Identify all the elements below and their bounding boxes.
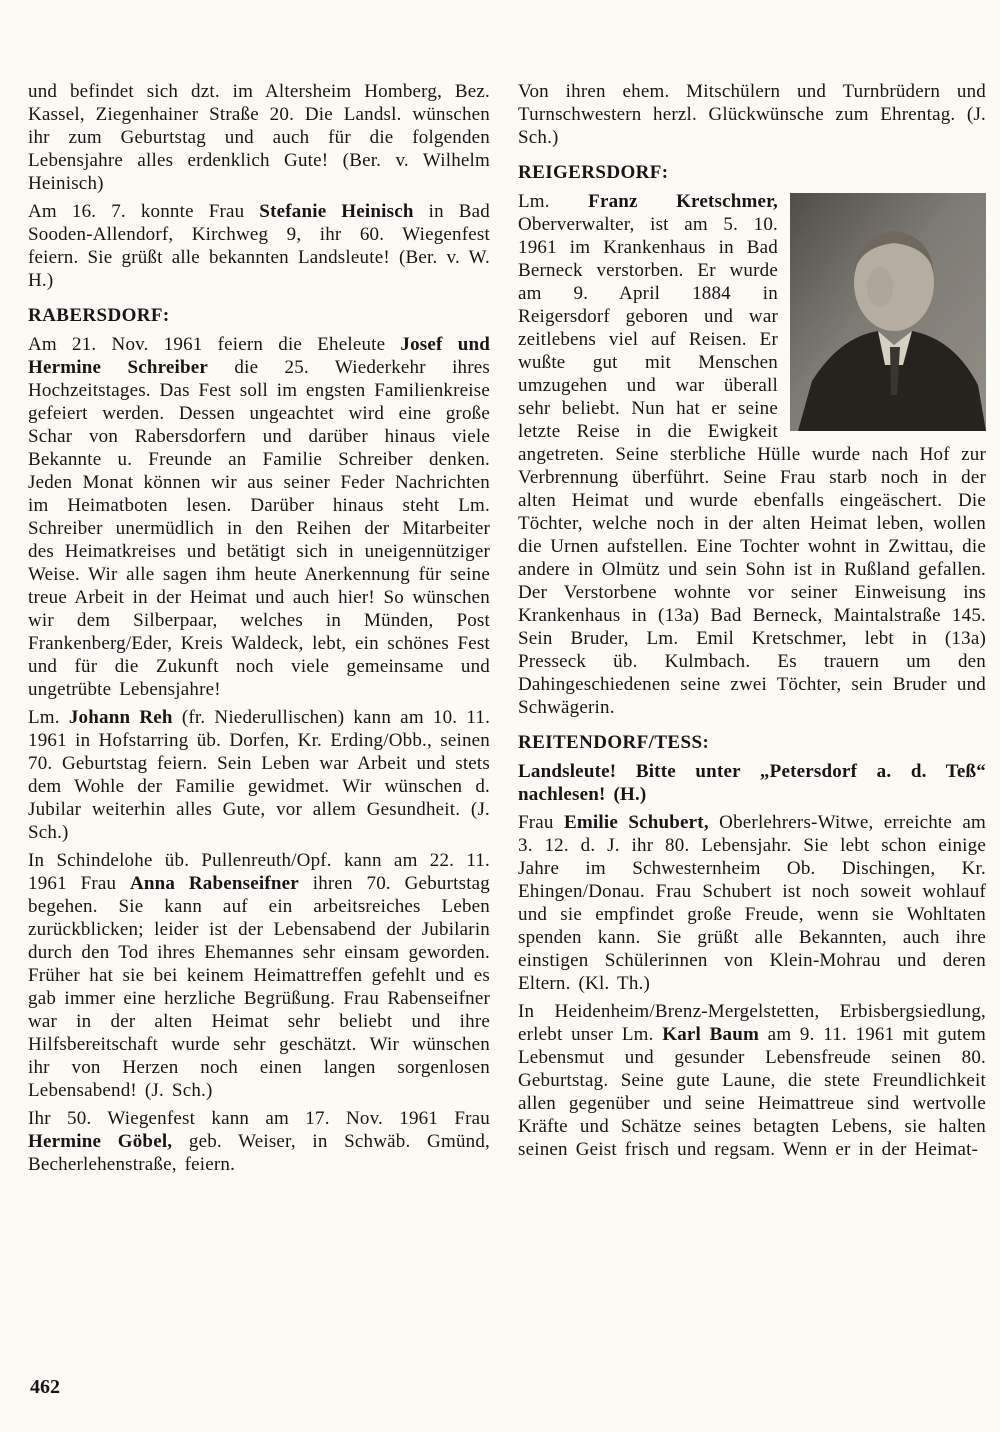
person-name: Karl Baum — [662, 1024, 760, 1045]
section-heading: REIGERSDORF: — [518, 162, 669, 183]
paragraph: In Schindelohe üb. Pullenreuth/Opf. kann am 22. 11. 1961 Frau Anna Rabenseifner ihren 70. Geburtstag begehen. Sie kann auf ein arbeitsreiches Leben zurückblicken; leider ist der Lebensabend der Jubilarin durch den Tod ihres Ehemannes sehr einsam geworden. Früher hat sie bei keinem Heimattreffen gefehlt und es gab immer eine herzliche Begrüßung. Frau Rabenseifner war in der alten Heimat sehr beliebt und ihre Hilfsbereitschaft wurde sehr geschätzt. Wir wünschen ihr von Herzen noch einen langen sorgenlosen Lebensabend! (J. Sch.) — [28, 850, 491, 1101]
left-column — [28, 80, 490, 1181]
paragraph: Frau Emilie Schubert, Oberlehrers-Witwe, erreichte am 3. 12. d. J. ihr 80. Lebensjahr. Sie lebt schon einige Jahre im Schwesternheim Ob. Dischingen, Kr. Ehingen/Donau. Frau Schubert ist noch soweit wohlauf und sie empfindet große Freude, wenn sie Wohltaten spenden kann. Sie grüßt alle Bekannten, auch ihre einstigen Schülerinnen von Klein-Mohrau und deren Eltern. (Kl. Th.) — [518, 812, 986, 994]
paragraph: Am 21. Nov. 1961 feiern die Eheleute Josef und Hermine Schreiber die 25. Wiederkehr ihres Hochzeitstages. Das Fest soll im engsten Familienkreise gefeiert werden. Dessen ungeachtet wird eine große Schar von Rabersdorfern und darüber hinaus viele Bekannte u. Freunde an Familie Schreiber denken. Jeden Monat können wir aus seiner Feder Nachrichten im Heimatboten lesen. Darüber hinaus steht Lm. Schreiber unermüdlich in den Reihen der Mitarbeiter des Heimatkreises und betätigt sich in uneigennütziger Weise. Wir alle sagen ihm heute Anerkennung für seine treue Arbeit in der Heimat und auch hier! So wünschen wir dem Silberpaar, welches in Münden, Post Frankenberg/Eder, Kreis Waldeck, lebt, ein schönes Fest und für die Zukunft noch viele gemeinsame und ungetrübte Lebensjahre! — [28, 334, 490, 700]
right-column — [518, 80, 986, 1166]
paragraph: Von ihren ehem. Mitschülern und Turnbrüdern und Turnschwestern herzl. Glückwünsche zum Ehrentag. (J. Sch.) — [518, 81, 986, 148]
paragraph: Lm. Franz Kretschmer, Oberverwalter, ist am 5. 10. 1961 im Krankenhaus in Bad Berneck verstorben. Er wurde am 9. April 1884 in Reigersdorf geboren und war zeitlebens viel auf Reisen. Er wußte gut mit Menschen umzugehen und war überall sehr beliebt. Nun hat er seine letzte Reise in die Ewigkeit angetreten. Seine sterbliche Hülle wurde nach Hof zur Verbrennung überführt. Seine Frau starb noch in der alten Heimat und wurde ebenfalls eingeäschert. Die Töchter, welche noch in der alten Heimat leben, wollen die Urnen aufstellen. Eine Tochter wohnt in Zwittau, die andere in Olmütz und sein Sohn ist in Rußland gefallen. Der Verstorbene wohnte vor seiner Einweisung ins Krankenhaus in (13a) Bad Berneck, Maintalstraße 145. Sein Bruder, Lm. Emil Kretschmer, lebt in (13a) Presseck üb. Kulmbach. Es trauern um den Dahingeschiedenen seine zwei Töchter, sein Bruder und Schwägerin. — [518, 191, 986, 718]
portrait-photo-graphic — [790, 193, 986, 431]
section-heading: REITENDORF/TESS: — [518, 732, 710, 753]
person-name: Emilie Schubert, — [564, 812, 709, 833]
paragraph: Landsleute! Bitte unter „Petersdorf a. d. Teß“ nachlesen! (H.) — [518, 761, 986, 805]
person-name: Franz Kretschmer, — [588, 191, 778, 212]
paragraph: Am 16. 7. konnte Frau Stefanie Heinisch in Bad Sooden-Allendorf, Kirchweg 9, ihr 60. Wiegenfest feiern. Sie grüßt alle bekannten Landsleute! (Ber. v. W. H.) — [28, 201, 490, 291]
paragraph: Ihr 50. Wiegenfest kann am 17. Nov. 1961 Frau Hermine Göbel, geb. Weiser, in Schwäb. Gmünd, Becherlehenstraße, feiern. — [28, 1108, 490, 1175]
person-name: Johann Reh — [68, 707, 173, 728]
portrait-photo — [790, 193, 986, 431]
paragraph: Lm. Johann Reh (fr. Niederullischen) kann am 10. 11. 1961 in Hofstarring üb. Dorfen, Kr. Erding/Obb., seinen 70. Geburtstag feiern. Sein Leben war Arbeit und stets dem Wohle der Familie gewidmet. Wir wünschen d. Jubilar weiterhin alles Gute, vor allem Gesundheit. (J. Sch.) — [28, 707, 491, 843]
paragraph: und befindet sich dzt. im Altersheim Homberg, Bez. Kassel, Ziegenhainer Straße 20. Die Landsl. wünschen ihr zum Geburtstag und auch für die folgenden Lebensjahre alles erdenklich Gute! (Ber. v. Wilhelm Heinisch) — [28, 81, 490, 194]
section-heading: RABERSDORF: — [28, 305, 170, 326]
paragraph: In Heidenheim/Brenz-Mergelstetten, Erbisbergsiedlung, erlebt unser Lm. Karl Baum am 9. 11. 1961 mit gutem Lebensmut und gesunder Lebensfreude seinen 80. Geburtstag. Seine gute Laune, die stete Freundlichkeit allen gegenüber und seine Heimattreue sind wertvolle Kräfte und Schätze seines betagten Lebens, sie halten seinen Geist frisch und regsam. Wenn er in der Heimat- — [518, 1001, 986, 1160]
person-name: Stefanie Heinisch — [259, 201, 414, 222]
person-name: Hermine Göbel, — [28, 1131, 173, 1152]
person-name: Anna Rabenseifner — [129, 873, 299, 894]
person-name: Josef und Hermine Schreiber — [28, 334, 490, 378]
page-number: 462 — [30, 1376, 60, 1398]
